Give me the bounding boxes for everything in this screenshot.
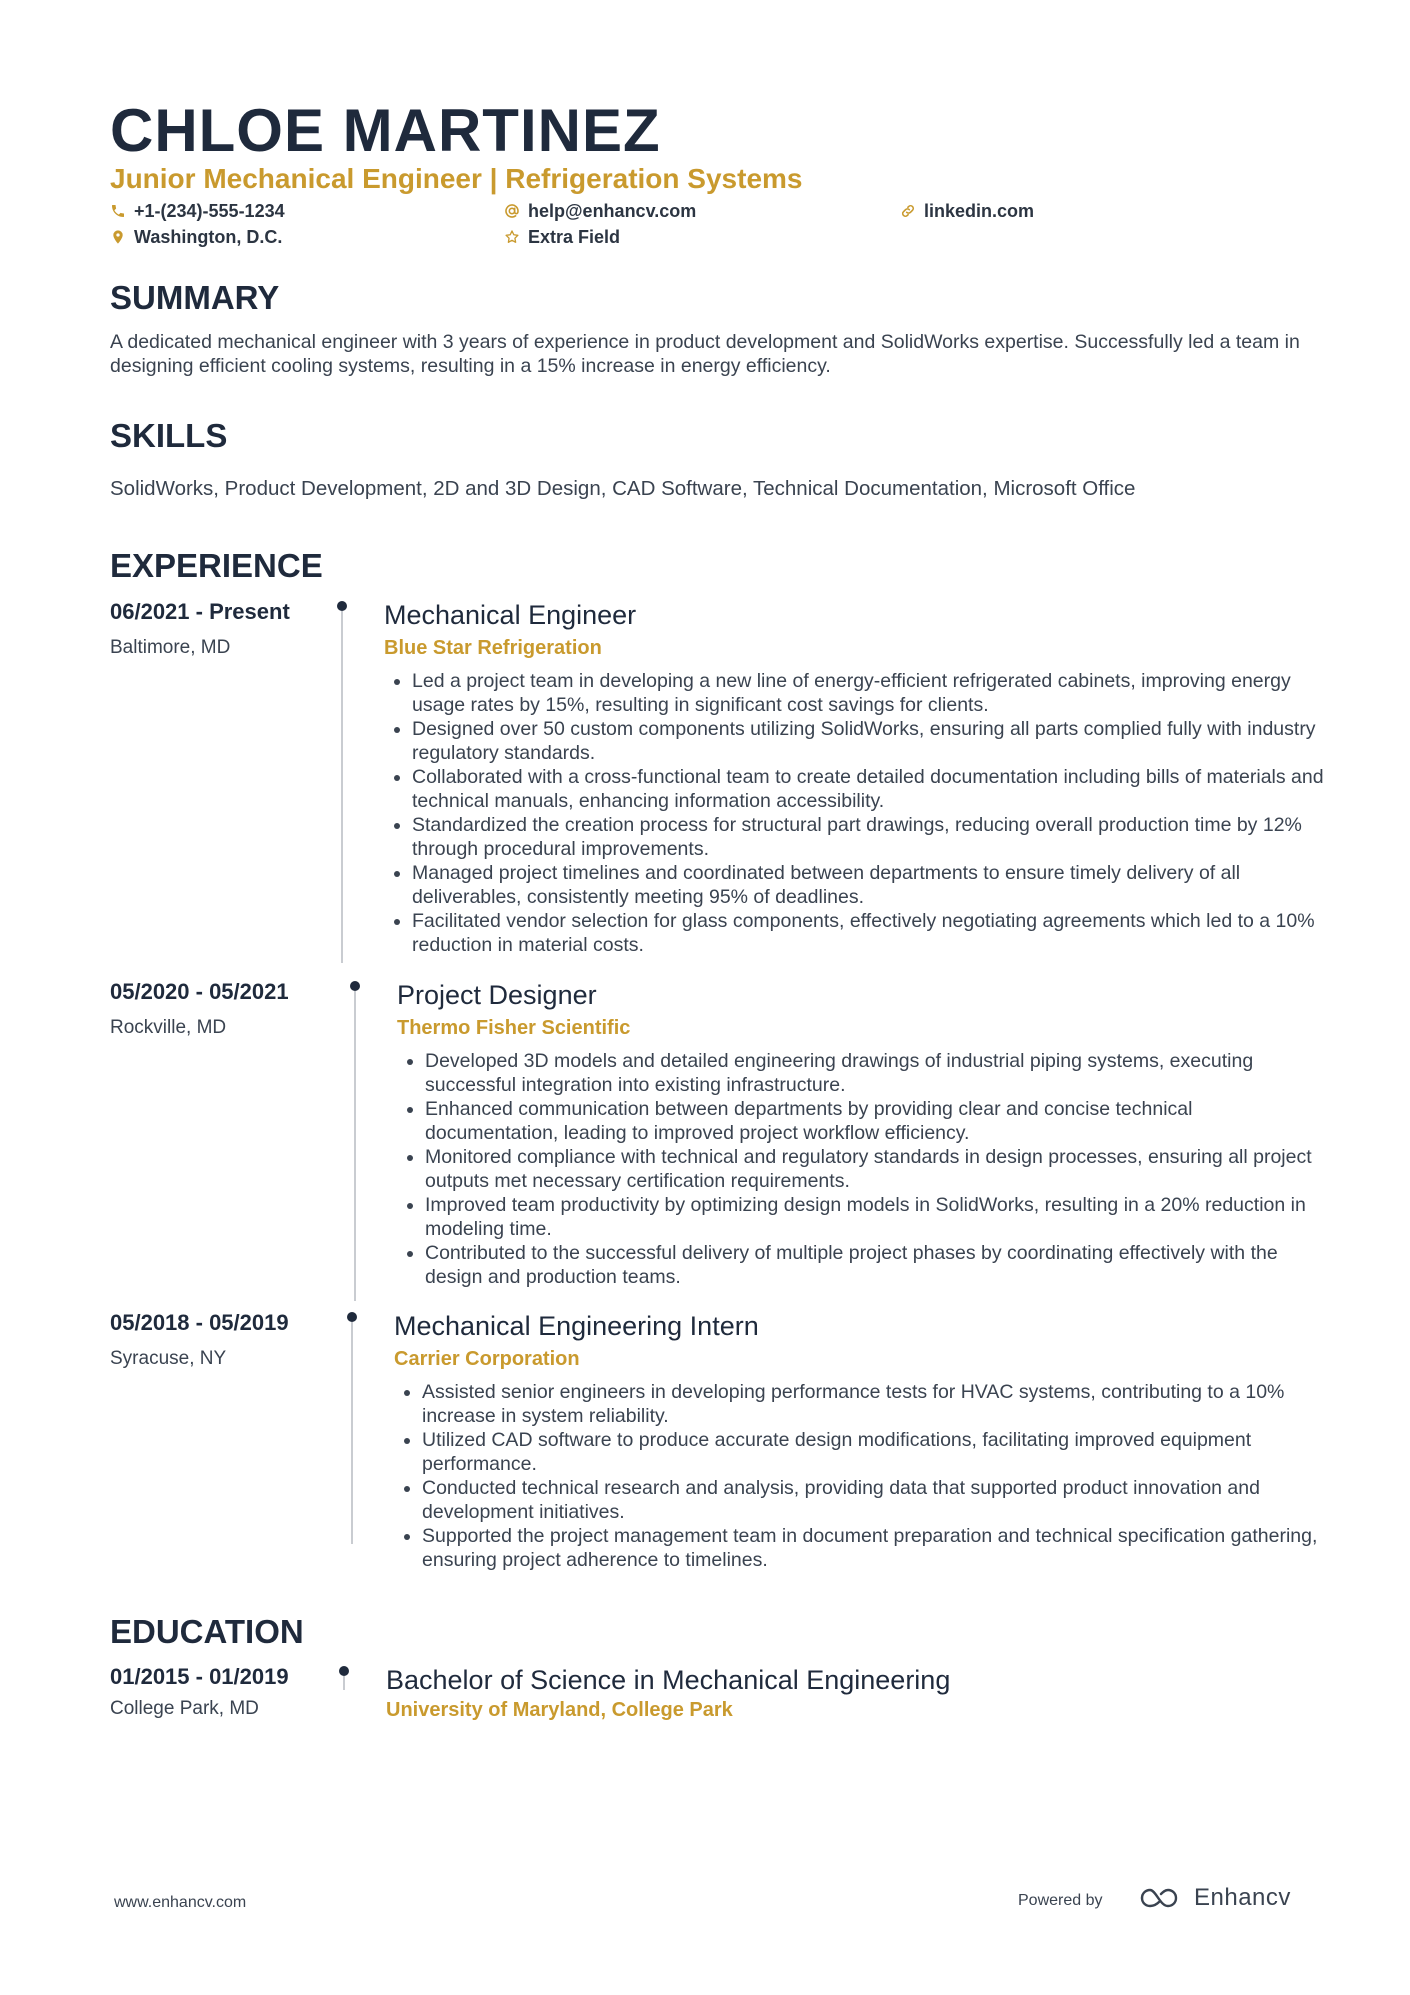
job-company: Thermo Fisher Scientific [397,1017,631,1039]
timeline-line [354,991,356,1301]
job-location: Baltimore, MD [110,637,231,658]
candidate-headline: Junior Mechanical Engineer | Refrigeration Systems [110,163,803,194]
job-bullets [397,1049,1325,1289]
job-bullet: • Conducted technical research and analysis, providing data that supported product innovation and development initiatives. [422,1476,1342,1524]
job-bullet: • Collaborated with a cross-functional team to create detailed documentation including bills of materials and technical manuals, enhancing information accessibility. [412,765,1347,813]
job-location: Syracuse, NY [110,1348,227,1369]
timeline-line [341,611,343,963]
contact-location [110,226,282,248]
footer-site-link[interactable]: www.enhancv.com [114,1894,247,1911]
job-bullet: • Managed project timelines and coordinated between departments to ensure timely delivery of all deliverables, consistently meeting 95% of deadlines. [412,861,1347,909]
summary-title: SUMMARY [110,279,280,316]
contact-phone-text: +1-(234)-555-1234 [134,201,285,221]
job-bullet: • Facilitated vendor selection for glass components, effectively negotiating agreements which led to a 10% reduction in material costs. [412,909,1347,957]
job-bullet: • Assisted senior engineers in developing performance tests for HVAC systems, contributing to a 10% increase in system reliability. [422,1380,1342,1428]
link-icon [900,203,916,219]
job-bullet: • Enhanced communication between departments by providing clear and concise technical documentation, leading to improved project workflow efficiency. [425,1097,1325,1145]
at-icon [504,203,520,219]
job-bullets [384,669,1347,957]
footer-brand[interactable] [1138,1883,1291,1913]
job-bullet: • Improved team productivity by optimizing design models in SolidWorks, resulting in a 20% reduction in modeling time. [425,1193,1325,1241]
contact-email[interactable] [504,200,696,222]
contact-link[interactable] [900,200,1034,222]
education-date: 01/2015 - 01/2019 [110,1664,289,1689]
timeline-dot [347,1312,357,1322]
job-bullet: • Designed over 50 custom components utilizing SolidWorks, ensuring all parts complied fully with industry regulatory standards. [412,717,1347,765]
contact-phone[interactable] [110,200,285,222]
contact-extra-text: Extra Field [528,227,621,247]
skills-title: SKILLS [110,417,228,454]
skills-text: SolidWorks, Product Development, 2D and 3D Design, CAD Software, Technical Documentation, Microsoft Office [110,477,1136,500]
job-bullet: • Contributed to the successful delivery of multiple project phases by coordinating effectively with the design and production teams. [425,1241,1325,1289]
job-bullet: • Utilized CAD software to produce accurate design modifications, facilitating improved equipment performance. [422,1428,1342,1476]
job-title: Mechanical Engineering Intern [394,1311,759,1341]
job-date: 05/2018 - 05/2019 [110,1310,289,1335]
job-bullet: • Led a project team in developing a new line of energy-efficient refrigerated cabinets, improving energy usage rates by 15%, resulting in significant cost savings for clients. [412,669,1347,717]
job-date: 05/2020 - 05/2021 [110,979,289,1004]
job-bullet: • Developed 3D models and detailed engineering drawings of industrial piping systems, executing successful integration into existing infrastructure. [425,1049,1325,1097]
phone-icon [110,203,126,219]
map-pin-icon [110,229,126,245]
job-bullets [394,1380,1342,1572]
candidate-name: CHLOE MARTINEZ [110,97,661,164]
timeline-line [343,1676,345,1690]
job-company: Carrier Corporation [394,1348,580,1370]
education-degree: Bachelor of Science in Mechanical Engineering [386,1665,951,1695]
contact-email-text: help@enhancv.com [528,201,697,221]
timeline-dot [337,601,347,611]
education-school: University of Maryland, College Park [386,1699,733,1721]
footer-brand-name: Enhancv [1194,1884,1291,1911]
summary-text: A dedicated mechanical engineer with 3 years of experience in product development and SolidWorks expertise. Successfully led a team in designing efficient cooling systems, resulting in a 15% increase in energy efficiency. [110,331,1300,377]
contact-location-text: Washington, D.C. [134,227,283,247]
job-location: Rockville, MD [110,1017,227,1038]
job-bullet: • Supported the project management team in document preparation and technical specification gathering, ensuring project adherence to timelines. [422,1524,1342,1572]
enhancv-logo-icon [1138,1885,1184,1911]
job-bullet: • Monitored compliance with technical and regulatory standards in design processes, ensuring all project outputs met necessary certification requirements. [425,1145,1325,1193]
education-title: EDUCATION [110,1613,304,1650]
footer-powered-by: Powered by [1018,1892,1103,1909]
job-company: Blue Star Refrigeration [384,637,602,659]
job-bullet: • Standardized the creation process for structural part drawings, reducing overall production time by 12% through procedural improvements. [412,813,1347,861]
job-title: Mechanical Engineer [384,600,637,630]
job-date: 06/2021 - Present [110,599,290,624]
timeline-dot [350,981,360,991]
experience-title: EXPERIENCE [110,547,323,584]
contact-extra [504,226,620,248]
contact-link-text: linkedin.com [924,201,1035,221]
timeline-line [351,1322,353,1544]
star-icon [504,229,520,245]
education-location: College Park, MD [110,1698,259,1719]
timeline-dot [339,1666,349,1676]
job-title: Project Designer [397,980,597,1010]
